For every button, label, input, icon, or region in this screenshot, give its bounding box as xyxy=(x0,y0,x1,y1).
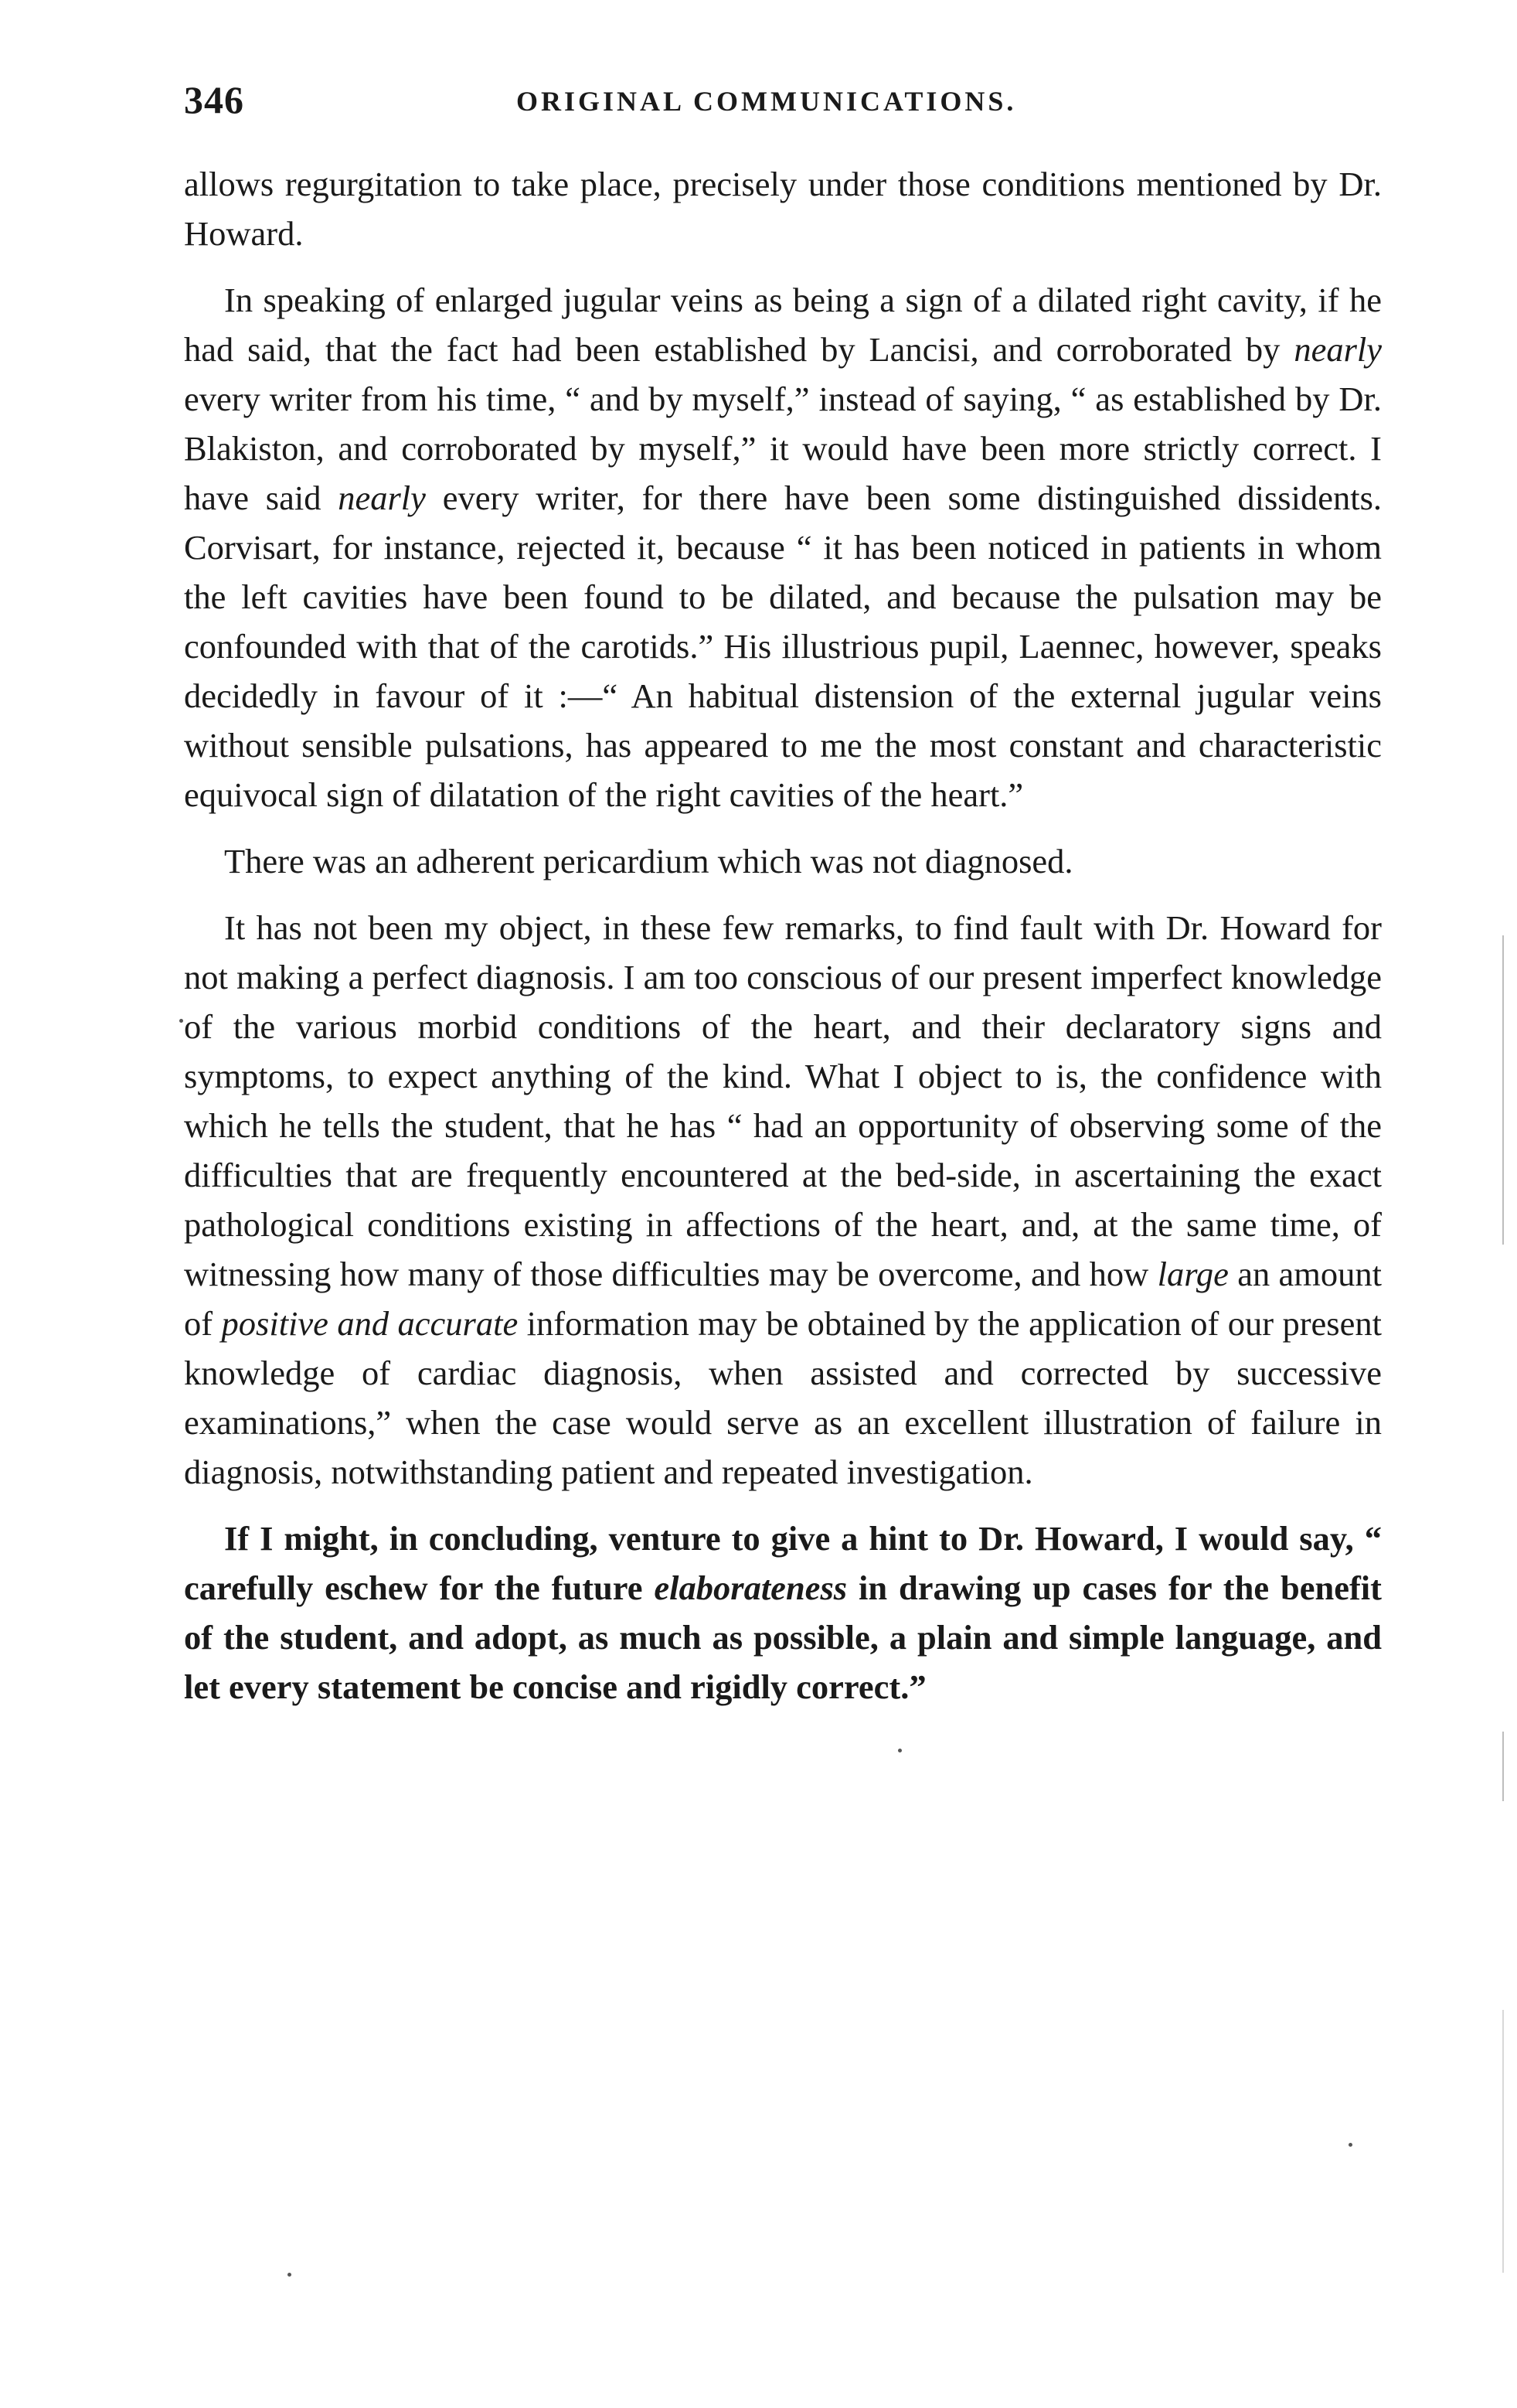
scan-speck xyxy=(287,2273,291,2277)
paragraph-2-emphasis-1: nearly xyxy=(1294,330,1382,369)
scan-speck xyxy=(1349,2143,1352,2147)
paragraph-5-text-a: If I might, in concluding, venture to give a hint to Dr. Howard, I would say, “ carefully eschew for the future xyxy=(184,1519,1382,1607)
paragraph-4 xyxy=(184,903,1382,1497)
paragraph-4-text-c: information may be obtained by the application of our present knowledge of cardiac diagnosis, when assisted and corrected by successive examinations,” when the case would serve as an excellent illustration of failure in diagnosis, notwithstanding patient and repeated investigation. xyxy=(184,1304,1382,1491)
scan-speck xyxy=(179,1019,183,1023)
scan-speck xyxy=(898,1749,902,1752)
paragraph-4-emphasis-1: large xyxy=(1157,1255,1229,1293)
body-text xyxy=(184,159,1382,1711)
running-head xyxy=(184,71,1382,125)
paragraph-5-text-b: in drawing up cases for the benefit of the student, and adopt, as much as possible, a plain and simple language, and let every statement be concise and rigidly correct.” xyxy=(184,1568,1382,1706)
page-edge-shadow xyxy=(1502,1732,1504,1801)
paragraph-5-emphasis-1: elaborateness xyxy=(654,1568,848,1607)
paragraph-2-text-a: In speaking of enlarged jugular veins as being a sign of a dilated right cavity, if he had said, that the fact had been established by Lancisi, and corroborated by xyxy=(184,281,1382,369)
paragraph-4-text-b: an amount of xyxy=(184,1255,1383,1343)
paragraph-2 xyxy=(184,275,1382,819)
paragraph-5 xyxy=(184,1514,1382,1711)
page-edge-shadow xyxy=(1502,2010,1504,2273)
page-number: 346 xyxy=(184,78,244,121)
paragraph-4-text-a: It has not been my object, in these few remarks, to find fault with Dr. Howard for not making a perfect diagnosis. I am too conscious of our present imperfect knowledge of the various morbid conditions of the heart, and their declaratory signs and symptoms, to expect anything of the kind. What I object to is, the confidence with which he tells the student, that he has “ had an opportunity of observing some of the difficulties that are frequently encountered at the bed-side, in ascertaining the exact pathological conditions existing in affections of the heart, and, at the same time, of witnessing how many of those difficulties may be overcome, and how xyxy=(184,908,1382,1293)
paragraph-3 xyxy=(184,836,1382,886)
document-page xyxy=(184,71,1382,1729)
paragraph-2-text-c: every writer, for there have been some distinguished dissidents. Corvisart, for instance, rejected it, because “ it has been noticed in patients in whom the left cavities have been found to be dilated, and because the pulsation may be confounded with that of the carotids.” His illustrious pupil, Laennec, however, speaks decidedly in favour of it :—“ An habitual distension of the external jugular veins without sensible pulsations, has appeared to me the most constant and characteristic equivocal sign of dilatation of the right cavities of the heart.” xyxy=(184,479,1383,814)
paragraph-1 xyxy=(184,159,1382,258)
page-edge-shadow xyxy=(1502,935,1504,1245)
paragraph-4-emphasis-2: positive and accurate xyxy=(221,1304,519,1343)
paragraph-2-emphasis-2: nearly xyxy=(338,479,426,517)
section-title: ORIGINAL COMMUNICATIONS. xyxy=(516,86,1017,117)
paragraph-1-text: allows regurgitation to take place, precisely under those conditions mentioned by Dr. Howard. xyxy=(184,165,1382,253)
paragraph-3-text: There was an adherent pericardium which was not diagnosed. xyxy=(224,842,1073,880)
paragraph-2-text-b: every writer from his time, “ and by myself,” instead of saying, “ as established by Dr. Blakiston, and corroborated by myself,” it would have been more strictly correct. I have said xyxy=(184,380,1382,517)
